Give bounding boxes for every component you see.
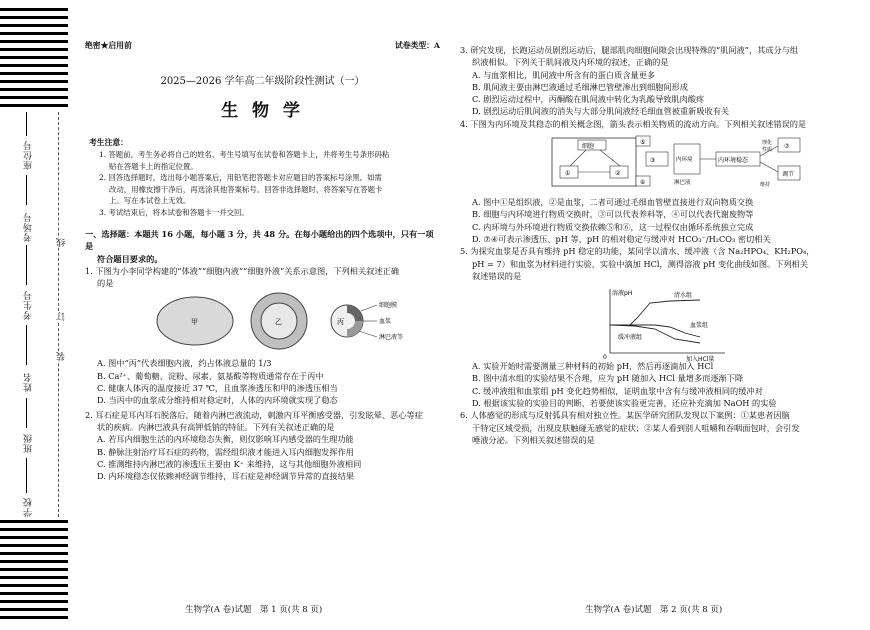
fig4-6: ⑥ bbox=[640, 179, 646, 187]
fig4-regulation: 调节 bbox=[782, 171, 795, 179]
graph-origin: 0 bbox=[603, 354, 607, 362]
question-stem: 6. 人体感觉的形成与反射弧具有相对独立性。某医学研究团队发现以下案例：①某患者因脑 bbox=[460, 410, 790, 421]
note-line: 上。写在本试卷上无效。 bbox=[109, 196, 191, 206]
question-stem: 唾液分泌。下列相关叙述错误的是 bbox=[472, 434, 595, 445]
question-stem: 状的疾病。内淋巴液具有高钾低钠的特征。下列有关叙述正确的是 bbox=[97, 421, 335, 432]
sidebar-label-school: 学校 bbox=[24, 497, 34, 517]
option-b: B. 静脉注射治疗耳石症的药物，需经组织液才能进入耳内细胞发挥作用 bbox=[97, 446, 354, 457]
question-stem: 干特定区域受损，出现皮肤触碰无感觉的症状；②某人看到别人咀嚼和吞咽面包时，会引发 bbox=[472, 422, 800, 433]
note-line: 贴在答题卡上的指定位置。 bbox=[109, 161, 198, 171]
note-line: 1. 答题前，考生务必将自己的姓名、考生号填写在试卷和答题卡上，并将考生号条形码粘 bbox=[99, 150, 390, 160]
option-d: D. 当丙中的血浆成分维持相对稳定时，人体的内环境就实现了稳态 bbox=[97, 395, 338, 406]
question-stem: 织液相似。下列关于肌间液及内环境的叙述，正确的是 bbox=[472, 57, 669, 68]
legend-water: 清水组 bbox=[674, 292, 693, 300]
subject-title: 生 物 学 bbox=[221, 101, 304, 121]
question-3 bbox=[460, 44, 840, 118]
exam-notes bbox=[85, 137, 440, 219]
question-stem: 叙述错误的是 bbox=[472, 270, 522, 281]
option-c: C. 健康人体丙的温度接近 37 ℃，且血浆渗透压和甲的渗透压相当 bbox=[97, 383, 338, 394]
legend-plasma: 血浆组 bbox=[690, 322, 709, 330]
exam-title: 2025—2026 学年高二年级阶段性测试（一） bbox=[160, 76, 365, 87]
page-2 bbox=[460, 44, 840, 446]
footer-page-1: 生物学(A 卷)试题 第 1 页(共 8 页) bbox=[185, 605, 323, 615]
fig-label-lymph: 淋巴液等 bbox=[379, 334, 404, 342]
page-1 bbox=[85, 40, 440, 482]
question-5 bbox=[460, 245, 840, 409]
option-d: D. 剧烈运动后肌间液的消失与大部分肌间液经毛细血管被重新吸收有关 bbox=[472, 106, 730, 117]
fold-mark-zhuang: 装 bbox=[57, 352, 67, 361]
fig4-3: ③ bbox=[650, 157, 656, 165]
option-a: A. 实验开始时需要测量三种材料的初始 pH，然后再逐滴加入 HCl bbox=[472, 361, 714, 372]
fig-label-bing: 丙 bbox=[337, 318, 344, 327]
notes-heading: 考生注意： bbox=[89, 137, 128, 147]
option-a: A. 若耳内细胞生活的内环境稳态失衡，则仅影响耳内感受器的生理功能 bbox=[97, 434, 354, 445]
fig4-5: ⑤ bbox=[640, 139, 646, 147]
fig-label-jia: 甲 bbox=[191, 318, 198, 327]
fig4-env: 内环境 bbox=[676, 157, 693, 164]
graph-xlabel: 加入HCl量 bbox=[686, 356, 715, 364]
note-line: 2. 回答选择题时，选出每小题答案后，用铅笔把答题卡对应题目的答案标号涂黑。如需 bbox=[99, 173, 382, 183]
option-b: B. 图中清水组的实验结果不合理，应为 pH 随加入 HCl 量增多而逐渐下降 bbox=[472, 373, 744, 384]
question-stem: 4. 下图为内环境及其稳态的相关概念图，箭头表示相关物质的流动方向。下列相关叙述错误的是 bbox=[460, 118, 807, 129]
section-heading-line: 一、选择题：本题共 16 小题，每小题 3 分，共 48 分。在每小题给出的四个选项中，只有一项是 bbox=[85, 229, 434, 252]
note-line: 3. 考试结束后，将本试卷和答题卡一并交回。 bbox=[99, 207, 249, 217]
sidebar-label-room: 考场号 bbox=[24, 212, 34, 242]
paper-type: 试卷类型：A bbox=[394, 41, 440, 50]
fold-mark-ding: 订 bbox=[57, 312, 67, 321]
curve-water bbox=[610, 300, 700, 325]
option-c: C. 缓冲液组和血浆组 pH 变化趋势相似，证明血浆中含有与缓冲液相同的缓冲对 bbox=[472, 385, 763, 396]
question-stem: 的是 bbox=[97, 278, 114, 289]
option-c: C. 推测维持内淋巴液的渗透压主要由 K⁺ 来维持，这与其他细胞外液相同 bbox=[97, 458, 362, 469]
option-b: B. Ca²⁺、葡萄糖、淀粉、尿素、氨基酸等物质通常存在于丙中 bbox=[97, 370, 324, 381]
sidebar-label-name: 姓名 bbox=[24, 372, 34, 392]
option-a: A. 图中“丙”代表细胞内液，约占体液总量的 1/3 bbox=[97, 358, 272, 369]
fold-mark-line: 线 bbox=[57, 238, 67, 247]
option-c: C. 剧烈运动过程中，丙酮酸在肌间液中转化为乳酸导致肌肉酸疼 bbox=[472, 94, 705, 105]
fig4-homeostasis: 内环境稳态 bbox=[718, 157, 749, 165]
legend-buffer: 缓冲液组 bbox=[618, 334, 643, 342]
sidebar-label-candidate-no: 考生号 bbox=[24, 290, 34, 320]
secret-label: 绝密★启用前 bbox=[85, 41, 132, 50]
option-a: A. 图中①是组织液，②是血浆，二者可通过毛细血管壁直接进行双向物质交换 bbox=[472, 197, 754, 208]
question-stem: 2. 耳石症是耳内耳石脱落后，随着内淋巴液流动，刺激内耳平衡感受器，引发眩晕、恶心等症 bbox=[85, 409, 423, 420]
question-4 bbox=[460, 118, 840, 245]
sidebar-label-class: 班级 bbox=[24, 433, 34, 453]
fig4-1: ① bbox=[565, 170, 571, 178]
option-c: C. 内环境与外环境进行物质交换依赖⑤和⑥，这一过程仅由循环系统独立完成 bbox=[472, 221, 754, 232]
note-line: 改动，用橡皮擦干净后，再选涂其他答案标号。回答非选择题时，将答案写在答题卡 bbox=[109, 184, 383, 194]
fig-label-plasma: 血浆 bbox=[379, 318, 392, 326]
fig4-maintain: 维持 bbox=[760, 182, 771, 189]
question-6 bbox=[460, 409, 840, 446]
q5-ph-graph bbox=[460, 283, 840, 364]
option-a: A. 与血浆相比，肌间液中所含有的蛋白质含量更多 bbox=[472, 69, 656, 80]
option-d: D. 内环境稳态仅依赖神经调节维持，耳石症是神经调节异常的直接结果 bbox=[97, 471, 355, 482]
fig4-lymph: 淋巴液 bbox=[674, 180, 691, 187]
question-1 bbox=[85, 265, 440, 407]
fig4-property: 性质 bbox=[762, 147, 773, 154]
section-1-heading bbox=[85, 228, 440, 265]
q1-fluid-diagram bbox=[85, 291, 440, 355]
fig4-physchem: 理化 bbox=[762, 140, 773, 147]
fig4-cell: 细胞 bbox=[582, 143, 595, 151]
question-2 bbox=[85, 409, 440, 483]
section-heading-line: 符合题目要求的。 bbox=[97, 253, 163, 264]
question-stem: 3. 研究发现，长跑运动员剧烈运动后，腿部肌肉细胞间隙会出现特殊的“肌间液”，其成分与组 bbox=[460, 45, 799, 55]
footer-page-2: 生物学(A 卷)试题 第 2 页(共 8 页) bbox=[585, 605, 723, 615]
fig-label-membrane: 细胞膜 bbox=[379, 302, 398, 310]
option-d: D. 根据该实验的实验目的判断，若要使该实验更完善，还应补充滴加 NaOH 的实验 bbox=[472, 398, 777, 409]
option-b: B. 肌间液主要由淋巴液通过毛细淋巴管壁渗出到细胞间形成 bbox=[472, 81, 688, 92]
q4-concept-map bbox=[460, 132, 840, 194]
graph-ylabel: 溶液pH bbox=[612, 290, 633, 298]
question-stem: 5. 为探究血浆是否具有维持 pH 稳定的功能，某同学以清水、缓冲液（含 Na₂HPO₄、KH₂PO₄， bbox=[460, 246, 815, 257]
option-b: B. 细胞与内环境进行物质交换时，③可以代表养料等，④可以代表代谢废物等 bbox=[472, 209, 754, 220]
fig4-7: ⑦ bbox=[784, 143, 790, 151]
sidebar-label-seat: 座位号 bbox=[24, 140, 34, 170]
fig4-2: ② bbox=[615, 170, 621, 178]
option-d: D. ⑦④可表示渗透压、pH 等，pH 的相对稳定与缓冲对 HCO₃⁻/H₂CO₃ 密切相关 bbox=[472, 233, 771, 244]
question-stem: pH = 7）和血浆为材料进行实验，实验中滴加 HCl，测得溶液 pH 变化曲线如图。下列相关 bbox=[472, 258, 809, 269]
question-stem: 1. 下图为小李同学构建的“体液”“细胞内液”“细胞外液”关系示意图，下列相关叙述正确 bbox=[85, 265, 399, 276]
fig-label-yi: 乙 bbox=[275, 318, 282, 327]
